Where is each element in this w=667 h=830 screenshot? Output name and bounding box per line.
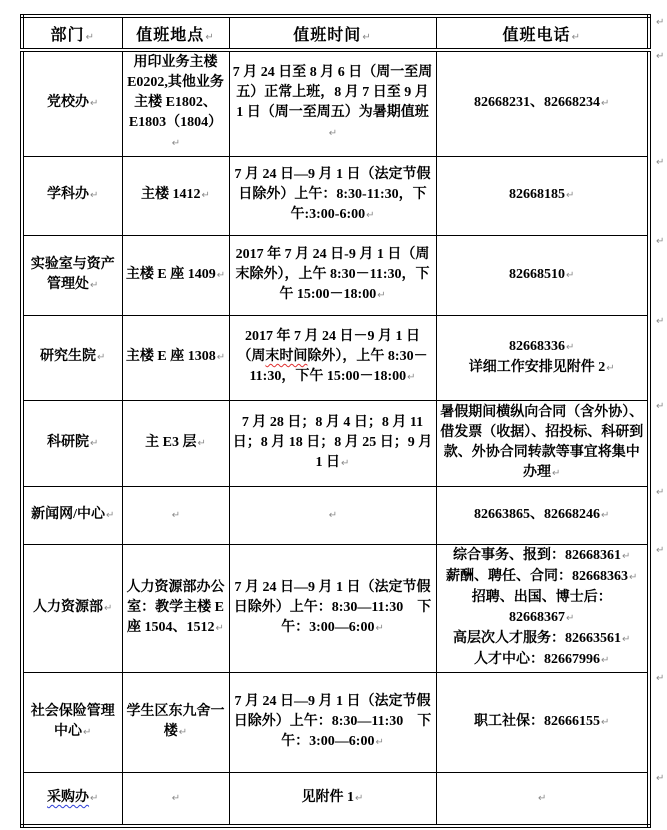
cell-text: 实验室与资产管理处 bbox=[30, 256, 115, 292]
row-end-mark-icon: ↵ bbox=[656, 316, 665, 327]
cell-paragraph bbox=[440, 505, 645, 526]
cell-text: 综合事务、报到：82668361 bbox=[453, 547, 622, 563]
cell-location bbox=[122, 772, 229, 826]
paragraph-mark-icon: ↵ bbox=[566, 341, 575, 353]
paragraph-mark-icon: ↵ bbox=[629, 571, 638, 583]
cell-time bbox=[229, 156, 436, 235]
cell-paragraph bbox=[126, 505, 226, 526]
cell-paragraph bbox=[126, 788, 226, 809]
cell-time bbox=[229, 315, 436, 400]
cell-location bbox=[122, 235, 229, 315]
header-cell-department bbox=[22, 16, 122, 50]
paragraph-mark-icon: ↵ bbox=[622, 550, 631, 562]
paragraph-mark-icon: ↵ bbox=[407, 372, 416, 383]
cell-text: 主 E3 层 bbox=[145, 434, 197, 450]
cell-paragraph bbox=[27, 598, 119, 619]
paragraph-mark-icon: ↵ bbox=[106, 509, 115, 521]
cell-paragraph bbox=[233, 327, 433, 388]
paragraph-mark-icon: ↵ bbox=[606, 362, 615, 374]
cell-phone bbox=[436, 672, 649, 772]
cell-text: 主楼 E 座 1308 bbox=[125, 349, 216, 364]
cell-department bbox=[22, 400, 122, 486]
paragraph-mark-icon: ↵ bbox=[97, 352, 106, 363]
paragraph-mark-icon: ↵ bbox=[171, 792, 181, 804]
cell-text: 82663865、82668246 bbox=[474, 506, 601, 522]
cell-text: 7 月 24 日—9 月 1 日（法定节假日除外）上午：8:30—11:30 下午：3:00—6:00 bbox=[233, 693, 432, 749]
paragraph-mark-icon: ↵ bbox=[601, 654, 610, 666]
cell-text: 82668510 bbox=[509, 266, 566, 282]
cell-paragraph bbox=[126, 53, 226, 154]
header-label: 值班电话 bbox=[502, 26, 571, 44]
cell-paragraph bbox=[233, 788, 433, 809]
paragraph-mark-icon: ↵ bbox=[171, 138, 181, 150]
paragraph-mark-icon: ↵ bbox=[355, 792, 364, 804]
cell-text: 详细工作安排见附件 2 bbox=[468, 359, 606, 375]
cell-time bbox=[229, 400, 436, 486]
cell-department bbox=[22, 50, 122, 156]
cell-department bbox=[22, 235, 122, 315]
paragraph-mark-icon: ↵ bbox=[90, 98, 99, 110]
cell-text: 人力资源部 bbox=[33, 599, 104, 615]
paragraph-mark-icon: ↵ bbox=[622, 633, 631, 645]
cell-paragraph bbox=[27, 702, 119, 743]
cell-text: 除外），上午 8:30－11:30，下午 15:00－18:00 bbox=[249, 349, 428, 384]
cell-text: 学生区东九舍一楼 bbox=[126, 703, 225, 739]
cell-paragraph bbox=[126, 433, 226, 454]
cell-location bbox=[122, 315, 229, 400]
table-header bbox=[22, 16, 649, 50]
paragraph-mark-icon: ↵ bbox=[104, 602, 113, 614]
cell-paragraph bbox=[233, 165, 433, 226]
cell-text: 新闻网/中心 bbox=[31, 506, 105, 522]
cell-paragraph bbox=[27, 433, 119, 454]
cell-paragraph bbox=[440, 403, 645, 484]
paragraph-mark-icon: ↵ bbox=[377, 289, 386, 301]
paragraph-mark-icon: ↵ bbox=[216, 269, 226, 281]
row-end-mark-icon: ↵ bbox=[656, 51, 665, 62]
cell-text: 学科办 bbox=[47, 187, 90, 202]
cell-phone bbox=[436, 315, 649, 400]
paragraph-mark-icon: ↵ bbox=[566, 190, 575, 201]
cell-text: 2017 年 7 月 24 日-9 月 1 日（周末除外），上午 8:30－11:30，下午 15:00－18:00 bbox=[235, 246, 430, 302]
paragraph-mark-icon: ↵ bbox=[201, 190, 210, 201]
cell-department bbox=[22, 544, 122, 672]
cell-paragraph bbox=[27, 93, 119, 114]
cell-department bbox=[22, 315, 122, 400]
paragraph-mark-icon: ↵ bbox=[215, 622, 224, 634]
header-cell-time bbox=[229, 16, 436, 50]
cell-department bbox=[22, 486, 122, 544]
cell-paragraph bbox=[126, 185, 226, 206]
cell-text: 暑假期间横纵向合同（含外协）、借发票（收据）、招投标、科研到款、外协合同转款等事宜将集中办理 bbox=[440, 404, 644, 480]
cell-text: 招聘、出国、博士后：82668367 bbox=[471, 589, 612, 625]
cell-text: 7 月 28 日；8 月 4 日；8 月 11 日；8 月 18 日；8 月 25 日；9 月 1 日 bbox=[232, 414, 433, 470]
cell-paragraph bbox=[233, 63, 433, 144]
paragraph-mark-icon: ↵ bbox=[341, 457, 350, 469]
cell-phone bbox=[436, 772, 649, 826]
cell-text: 2017 年 7 月 24 日－9 月 1 日（周 bbox=[237, 329, 420, 364]
cell-text: 7 月 24 日至 8 月 6 日（周一至周五）正常上班，8 月 7 日至 9 月 1 日（周一至周五）为暑期值班 bbox=[232, 65, 433, 121]
paragraph-mark-icon: ↵ bbox=[601, 509, 610, 521]
paragraph-mark-icon: ↵ bbox=[328, 128, 338, 140]
cell-location bbox=[122, 672, 229, 772]
wavy-red-text: 末时间 bbox=[265, 349, 308, 364]
row-end-mark-icon: ↵ bbox=[656, 157, 665, 168]
cell-paragraph bbox=[440, 546, 645, 567]
cell-paragraph bbox=[440, 265, 645, 286]
cell-paragraph bbox=[27, 788, 119, 809]
cell-location bbox=[122, 156, 229, 235]
table-row bbox=[22, 672, 649, 772]
cell-paragraph bbox=[233, 413, 433, 474]
cell-department bbox=[22, 672, 122, 772]
row-end-mark-icon: ↵ bbox=[656, 236, 665, 247]
cell-phone bbox=[436, 544, 649, 672]
header-cell-location bbox=[122, 16, 229, 50]
cell-text: 82668336 bbox=[509, 338, 566, 354]
paragraph-mark-icon: ↵ bbox=[85, 31, 95, 43]
cell-text: 见附件 1 bbox=[301, 789, 355, 805]
cell-paragraph bbox=[440, 712, 645, 733]
cell-paragraph bbox=[440, 358, 645, 379]
wavy-blue-text: 采购办 bbox=[47, 789, 90, 805]
cell-paragraph bbox=[440, 93, 645, 114]
row-end-mark-icon: ↵ bbox=[656, 773, 665, 784]
table-row bbox=[22, 772, 649, 826]
cell-paragraph bbox=[27, 347, 119, 368]
paragraph-mark-icon: ↵ bbox=[328, 509, 338, 521]
cell-paragraph bbox=[440, 567, 645, 588]
cell-time bbox=[229, 50, 436, 156]
table-row bbox=[22, 235, 649, 315]
cell-phone bbox=[436, 486, 649, 544]
cell-phone bbox=[436, 400, 649, 486]
cell-paragraph bbox=[27, 505, 119, 526]
cell-text: 主楼 E 座 1409 bbox=[125, 266, 216, 282]
cell-phone bbox=[436, 50, 649, 156]
cell-paragraph bbox=[233, 578, 433, 639]
cell-paragraph bbox=[440, 185, 645, 206]
paragraph-mark-icon: ↵ bbox=[366, 210, 375, 221]
cell-time bbox=[229, 544, 436, 672]
cell-time bbox=[229, 772, 436, 826]
cell-department bbox=[22, 772, 122, 826]
paragraph-mark-icon: ↵ bbox=[90, 279, 99, 291]
cell-paragraph bbox=[440, 337, 645, 358]
cell-location bbox=[122, 50, 229, 156]
table-row bbox=[22, 156, 649, 235]
cell-time bbox=[229, 235, 436, 315]
paragraph-mark-icon: ↵ bbox=[375, 622, 384, 634]
cell-paragraph bbox=[27, 185, 119, 206]
cell-text: 用印业务主楼 E0202,其他业务主楼 E1802、E1803（1804） bbox=[127, 55, 224, 131]
row-end-mark-icon: ↵ bbox=[656, 545, 665, 556]
row-end-mark-icon: ↵ bbox=[656, 487, 665, 498]
table-row bbox=[22, 50, 649, 156]
paragraph-mark-icon: ↵ bbox=[205, 31, 215, 43]
paragraph-mark-icon: ↵ bbox=[90, 190, 99, 201]
cell-paragraph bbox=[126, 265, 226, 286]
paragraph-mark-icon: ↵ bbox=[566, 269, 575, 281]
cell-paragraph bbox=[233, 245, 433, 306]
cell-paragraph bbox=[440, 650, 645, 671]
paragraph-mark-icon: ↵ bbox=[178, 726, 188, 738]
cell-location bbox=[122, 486, 229, 544]
cell-text: 7 月 24 日—9 月 1 日（法定节假日除外）上午：8:30—11:30 下午：3:00—6:00 bbox=[233, 579, 432, 635]
paragraph-mark-icon: ↵ bbox=[571, 31, 581, 43]
paragraph-mark-icon: ↵ bbox=[171, 509, 181, 521]
row-end-mark-icon: ↵ bbox=[656, 17, 665, 28]
paragraph-mark-icon: ↵ bbox=[552, 467, 561, 479]
paragraph-mark-icon: ↵ bbox=[538, 792, 547, 804]
cell-paragraph bbox=[126, 702, 226, 743]
paragraph-mark-icon: ↵ bbox=[362, 31, 372, 43]
cell-paragraph bbox=[233, 692, 433, 753]
header-row bbox=[22, 16, 649, 50]
duty-table bbox=[20, 14, 651, 828]
cell-time bbox=[229, 672, 436, 772]
paragraph-mark-icon: ↵ bbox=[90, 437, 99, 449]
cell-text: 82668231、82668234 bbox=[474, 95, 601, 111]
paragraph-mark-icon: ↵ bbox=[90, 792, 99, 804]
paragraph-mark-icon: ↵ bbox=[216, 352, 226, 363]
cell-text: 社会保险管理中心 bbox=[30, 703, 115, 739]
cell-paragraph bbox=[440, 629, 645, 650]
cell-location bbox=[122, 544, 229, 672]
row-end-mark-icon: ↵ bbox=[656, 401, 665, 412]
table-row bbox=[22, 544, 649, 672]
cell-text: 党校办 bbox=[47, 95, 90, 111]
cell-text: 科研院 bbox=[47, 434, 90, 450]
cell-phone bbox=[436, 235, 649, 315]
header-label: 值班时间 bbox=[293, 26, 362, 44]
header-label: 部门 bbox=[50, 26, 85, 44]
cell-paragraph bbox=[233, 505, 433, 526]
cell-text: 82668185 bbox=[509, 187, 566, 202]
cell-text: 7 月 24 日—9 月 1 日（法定节假日除外）上午：8:30-11:30，下午:3:00-6:00 bbox=[234, 167, 431, 222]
cell-text: 高层次人才服务：82663561 bbox=[453, 630, 622, 646]
cell-text: 人力资源部办公室：教学主楼 E 座 1504、1512 bbox=[126, 579, 225, 635]
cell-paragraph bbox=[126, 578, 226, 639]
table-row bbox=[22, 400, 649, 486]
cell-phone bbox=[436, 156, 649, 235]
cell-department bbox=[22, 156, 122, 235]
cell-paragraph bbox=[440, 788, 645, 809]
cell-location bbox=[122, 400, 229, 486]
header-cell-phone bbox=[436, 16, 649, 50]
row-end-mark-icon: ↵ bbox=[656, 673, 665, 684]
paragraph-mark-icon: ↵ bbox=[601, 716, 610, 728]
header-label: 值班地点 bbox=[136, 26, 205, 44]
cell-text: 研究生院 bbox=[40, 349, 97, 364]
cell-text: 人才中心：82667996 bbox=[474, 651, 601, 667]
table-body bbox=[22, 50, 649, 826]
paragraph-mark-icon: ↵ bbox=[83, 726, 92, 738]
table-row bbox=[22, 315, 649, 400]
cell-time bbox=[229, 486, 436, 544]
cell-text: 主楼 1412 bbox=[141, 187, 201, 202]
cell-text: 职工社保：82666155 bbox=[474, 713, 601, 729]
paragraph-mark-icon: ↵ bbox=[197, 437, 206, 449]
paragraph-mark-icon: ↵ bbox=[566, 612, 575, 624]
paragraph-mark-icon: ↵ bbox=[375, 736, 384, 748]
cell-paragraph bbox=[126, 347, 226, 368]
cell-paragraph bbox=[27, 255, 119, 296]
cell-paragraph bbox=[440, 588, 645, 629]
cell-text: 薪酬、聘任、合同：82668363 bbox=[446, 568, 629, 584]
table-row bbox=[22, 486, 649, 544]
paragraph-mark-icon: ↵ bbox=[601, 98, 610, 110]
